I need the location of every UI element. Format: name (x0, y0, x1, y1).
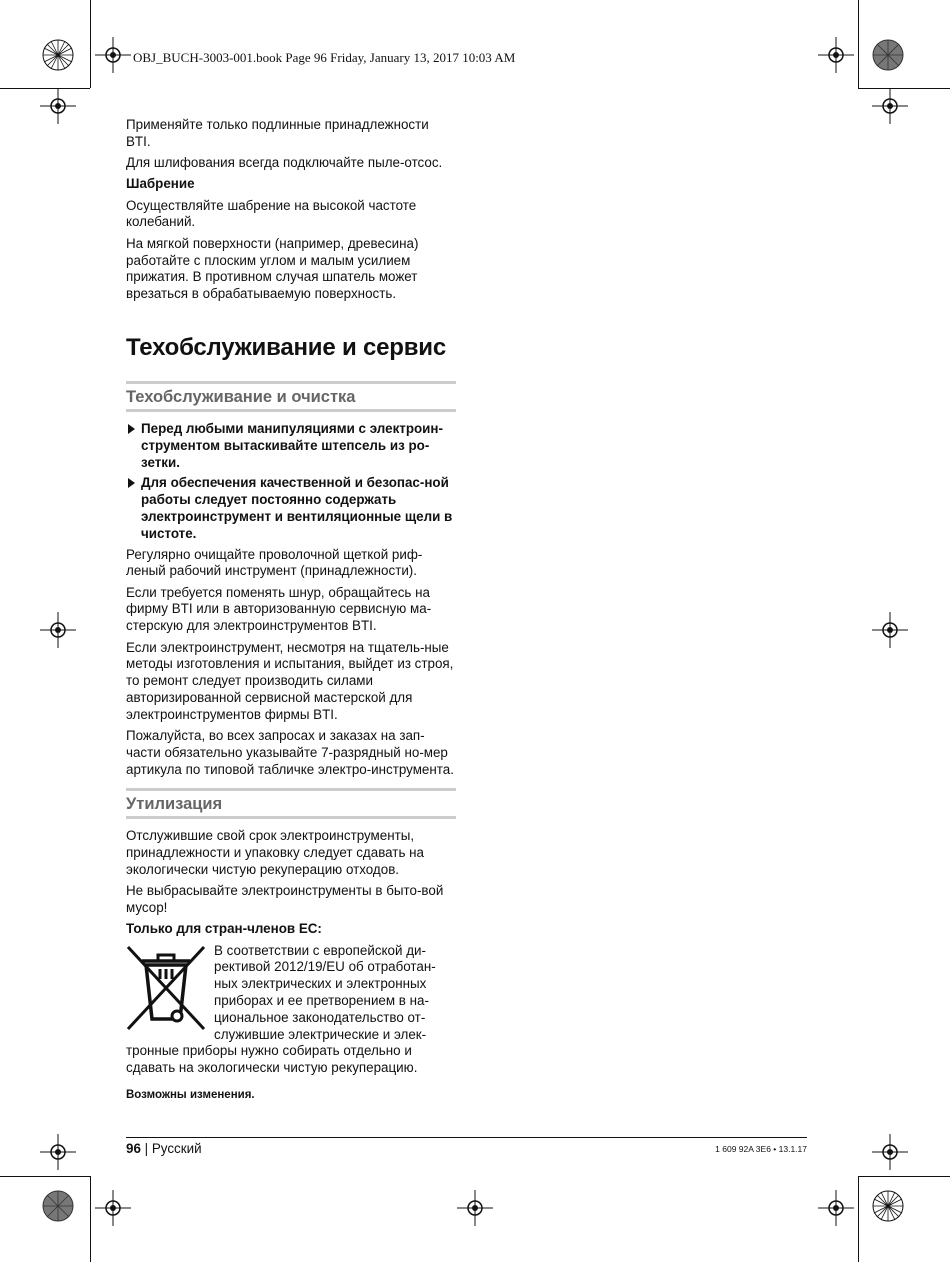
intro-paragraph-2: Для шлифования всегда подключайте пыле-отсос. (126, 155, 443, 171)
warning-bullet-2-text: Для обеспечения качественной и безопас-ной работы следует постоянно содержать электроинструмент и вентиляционные щели в чистоте. (141, 475, 453, 541)
crop-line (858, 0, 859, 88)
starburst-mark-icon (872, 39, 904, 71)
crop-line (90, 1176, 91, 1262)
registration-mark-icon (872, 88, 908, 124)
footer-separator: | (144, 1141, 149, 1156)
intro-paragraph-1: Применяйте только подлинные принадлежности BTI. (126, 117, 429, 149)
scraping-heading: Шабрение (126, 176, 195, 192)
eu-directive-text: В соответствии с европейской ди-рективой 2012/19/EU об отработан-ных электрических и электронных приборах и ее претворением в на-циональное законодательство от-служившие электрические и элек-тронные приборы нужно собирать отдельно и сдавать на экологически чистую рекуперацию. (126, 942, 436, 1076)
warning-bullet-2 (126, 475, 456, 542)
registration-mark-icon (872, 1134, 908, 1170)
warning-bullet-1-text: Перед любыми манипуляциями с электроин-струментом вытаскивайте штепсель из ро-зетки. (141, 420, 443, 470)
starburst-mark-icon (872, 1190, 904, 1222)
registration-mark-icon (40, 88, 76, 124)
crop-line (90, 0, 91, 88)
registration-mark-icon (872, 612, 908, 648)
footer-rule (126, 1137, 807, 1138)
scraping-paragraph-1: Осуществляйте шабрение на высокой частоте колебаний. (126, 197, 417, 230)
starburst-mark-icon (42, 1190, 74, 1222)
print-header: OBJ_BUCH-3003-001.book Page 96 Friday, January 13, 2017 10:03 AM (133, 50, 516, 65)
starburst-mark-icon (42, 39, 74, 71)
crossed-out-wheelie-bin-icon (124, 943, 208, 1033)
maintenance-paragraph-4: Пожалуйста, во всех запросах и заказах на зап-части обязательно указывайте 7-разрядный но-мер артикула по типовой табличке электро-инструмента. (126, 728, 454, 777)
registration-mark-icon (818, 37, 854, 73)
disposal-heading: Утилизация (126, 788, 456, 819)
crop-line (0, 1176, 90, 1177)
triangle-bullet-icon (128, 478, 135, 488)
footer-code: 1 609 92A 3E6 • 13.1.17 (715, 1144, 807, 1154)
registration-mark-icon (40, 612, 76, 648)
text-column (126, 117, 456, 1104)
scraping-paragraph-2: На мягкой поверхности (например, древесина) работайте с плоским углом и малым усилием прижатия. В противном случая шпатель может врезаться в обрабатываемую поверхность. (126, 235, 419, 302)
warning-bullet-1 (126, 421, 456, 471)
weee-block (126, 943, 456, 1077)
page-number: 96 (126, 1141, 141, 1156)
maintenance-paragraph-1: Регулярно очищайте проволочной щеткой риф-леный рабочий инструмент (принадлежности). (126, 546, 423, 579)
eu-heading: Только для стран-членов ЕС: (126, 921, 322, 937)
changes-note: Возможны изменения. (126, 1089, 255, 1102)
triangle-bullet-icon (128, 424, 135, 434)
registration-mark-icon (40, 1134, 76, 1170)
registration-mark-icon (95, 37, 131, 73)
crop-line (858, 1176, 950, 1177)
maintenance-heading: Техобслуживание и очистка (126, 381, 456, 412)
registration-mark-icon (95, 1190, 131, 1226)
crop-line (858, 1176, 859, 1262)
registration-mark-icon (818, 1190, 854, 1226)
footer-language: Русский (151, 1141, 202, 1156)
registration-mark-icon (457, 1190, 493, 1226)
disposal-paragraph-2: Не выбрасывайте электроинструменты в быто-вой мусор! (126, 883, 444, 916)
main-heading: Техобслуживание и сервис (126, 333, 446, 361)
footer-page-label (126, 1141, 202, 1156)
disposal-paragraph-1: Отслужившие свой срок электроинструменты, принадлежности и упаковку следует сдавать на экологически чистую рекуперацию отходов. (126, 828, 424, 877)
maintenance-paragraph-3: Если электроинструмент, несмотря на тщатель-ные методы изготовления и испытания, выйдет из строя, то ремонт следует производить силами авторизированной сервисной мастерской для электроинструментов фирмы BTI. (126, 639, 454, 722)
maintenance-paragraph-2: Если требуется поменять шнур, обращайтесь на фирму BTI или в авторизованную сервисную ма-стерскую для электроинструментов BTI. (126, 584, 432, 634)
